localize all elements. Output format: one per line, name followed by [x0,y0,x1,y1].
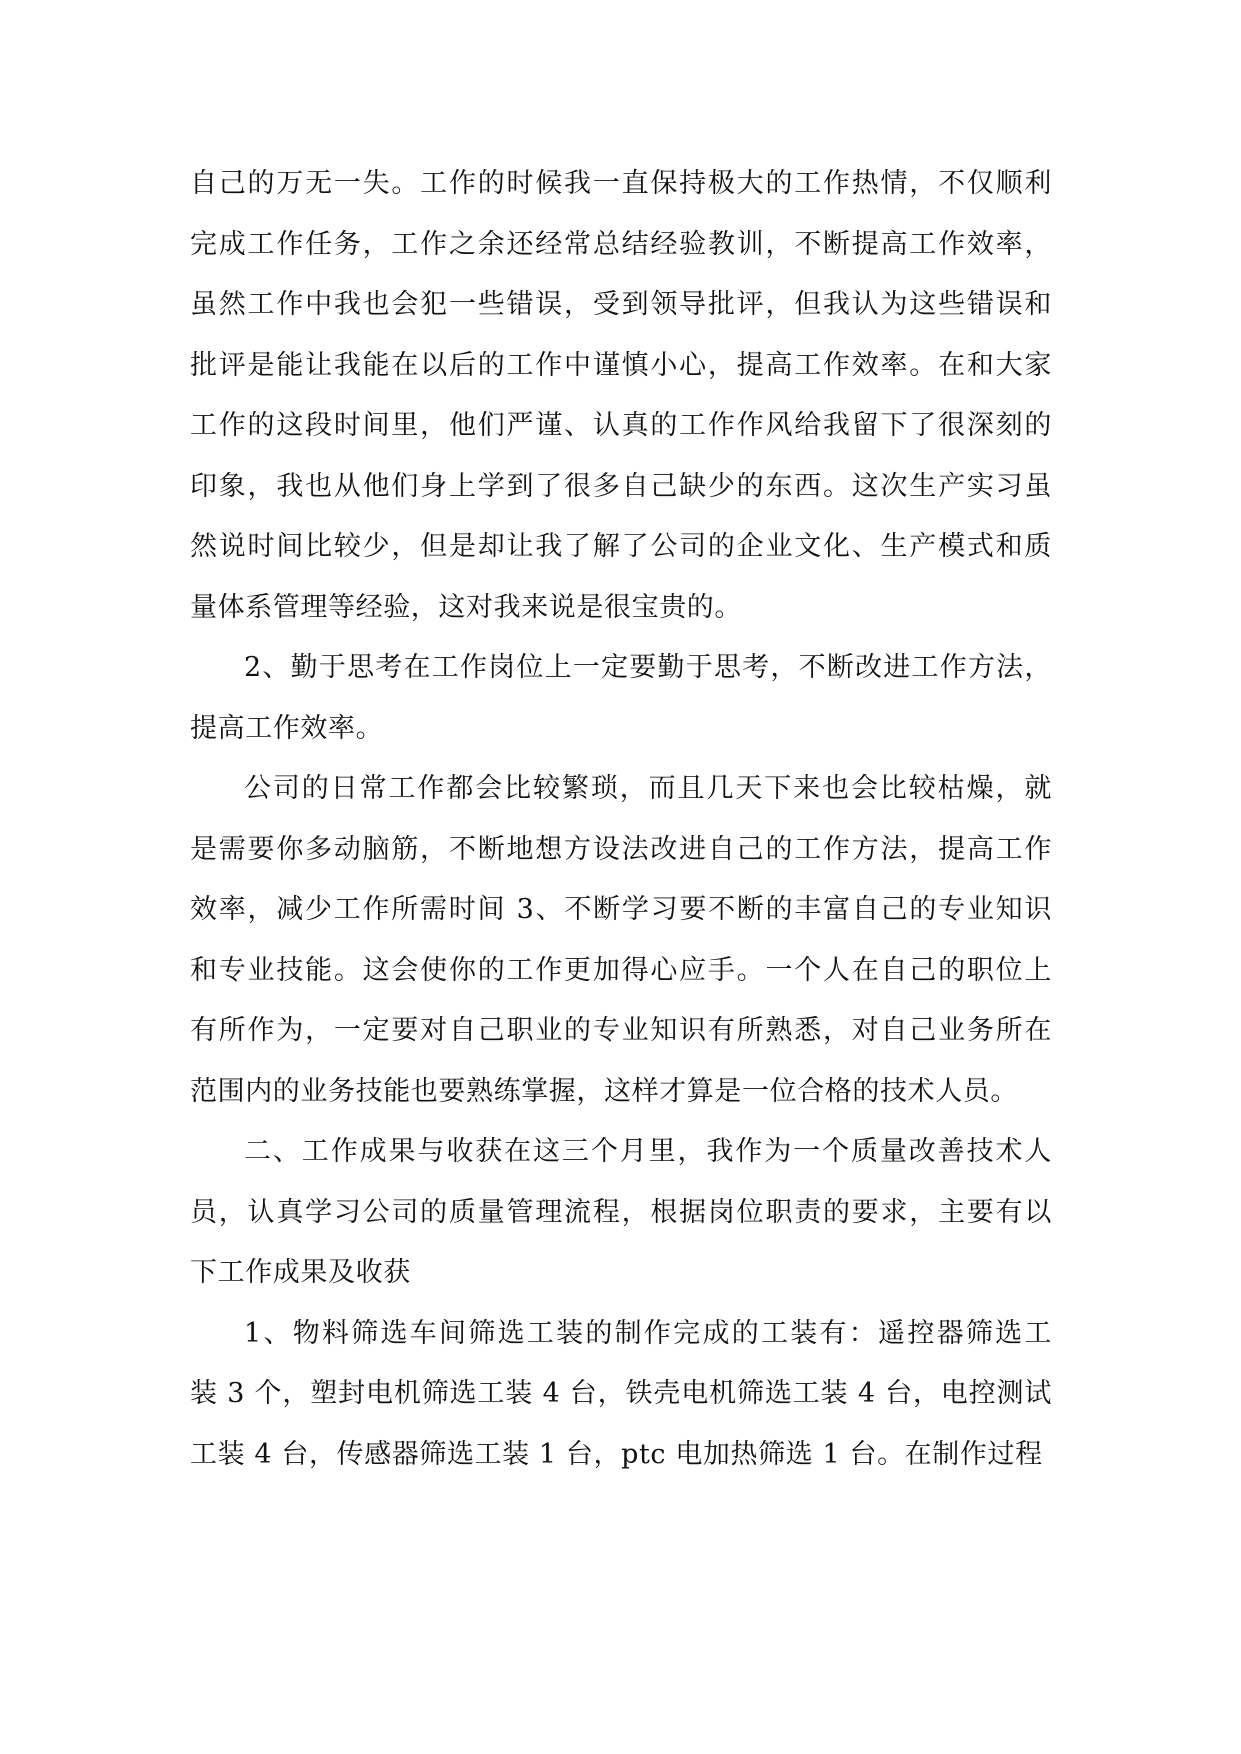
text-line: 自己的万无一失。工作的时候我一直保持极大的工作热情，不仅顺利 [190,168,1052,199]
text-line: 然说时间比较少，但是却让我了解了公司的企业文化、生产模式和质 [190,531,1052,562]
text-line: 印象，我也从他们身上学到了很多自己缺少的东西。这次生产实习虽 [190,470,1052,502]
text-line: 工作的这段时间里，他们严谨、认真的工作作风给我留下了很深刻的 [190,410,1052,441]
text-line: 提高工作效率。 [190,712,384,744]
paragraph [190,1122,1052,1304]
text-line: 2、勤于思考在工作岗位上一定要勤于思考，不断改进工作方法， [244,652,1052,683]
text-line: 批评是能让我能在以后的工作中谨慎小心，提高工作效率。在和大家 [190,349,1052,381]
text-line: 有所作为，一定要对自己职业的专业知识有所熟悉，对自己业务所在 [190,1015,1052,1046]
text-line: 范围内的业务技能也要熟练掌握，这样才算是一位合格的技术人员。 [190,1075,1018,1107]
paragraph [190,154,1052,638]
paragraph [190,1304,1052,1486]
text-line: 虽然工作中我也会犯一些错误，受到领导批评，但我认为这些错误和 [190,289,1052,320]
paragraph [190,638,1052,759]
text-line: 工装 4 台，传感器筛选工装 1 台，ptc 电加热筛选 1 台。在制作过程 [190,1438,1043,1470]
paragraph [190,759,1052,1122]
text-line: 效率，减少工作所需时间 3、不断学习要不断的丰富自己的专业知识 [190,894,1052,925]
text-line: 下工作成果及收获 [190,1257,411,1288]
text-line: 员，认真学习公司的质量管理流程，根据岗位职责的要求，主要有以 [190,1196,1052,1228]
text-line: 量体系管理等经验，这对我来说是很宝贵的。 [190,591,742,623]
text-line: 公司的日常工作都会比较繁琐，而且几天下来也会比较枯燥，就 [244,773,1052,804]
text-line: 完成工作任务，工作之余还经常总结经验教训，不断提高工作效率， [190,228,1052,260]
text-line: 装 3 个，塑封电机筛选工装 4 台，铁壳电机筛选工装 4 台，电控测试 [190,1378,1052,1409]
text-line: 1、物料筛选车间筛选工装的制作完成的工装有：遥控器筛选工 [244,1317,1052,1349]
text-line: 和专业技能。这会使你的工作更加得心应手。一个人在自己的职位上 [190,954,1052,986]
text-line: 是需要你多动脑筋，不断地想方设法改进自己的工作方法，提高工作 [190,833,1052,865]
text-line: 二、工作成果与收获在这三个月里，我作为一个质量改善技术人 [244,1136,1052,1167]
document-body [190,154,1052,1485]
